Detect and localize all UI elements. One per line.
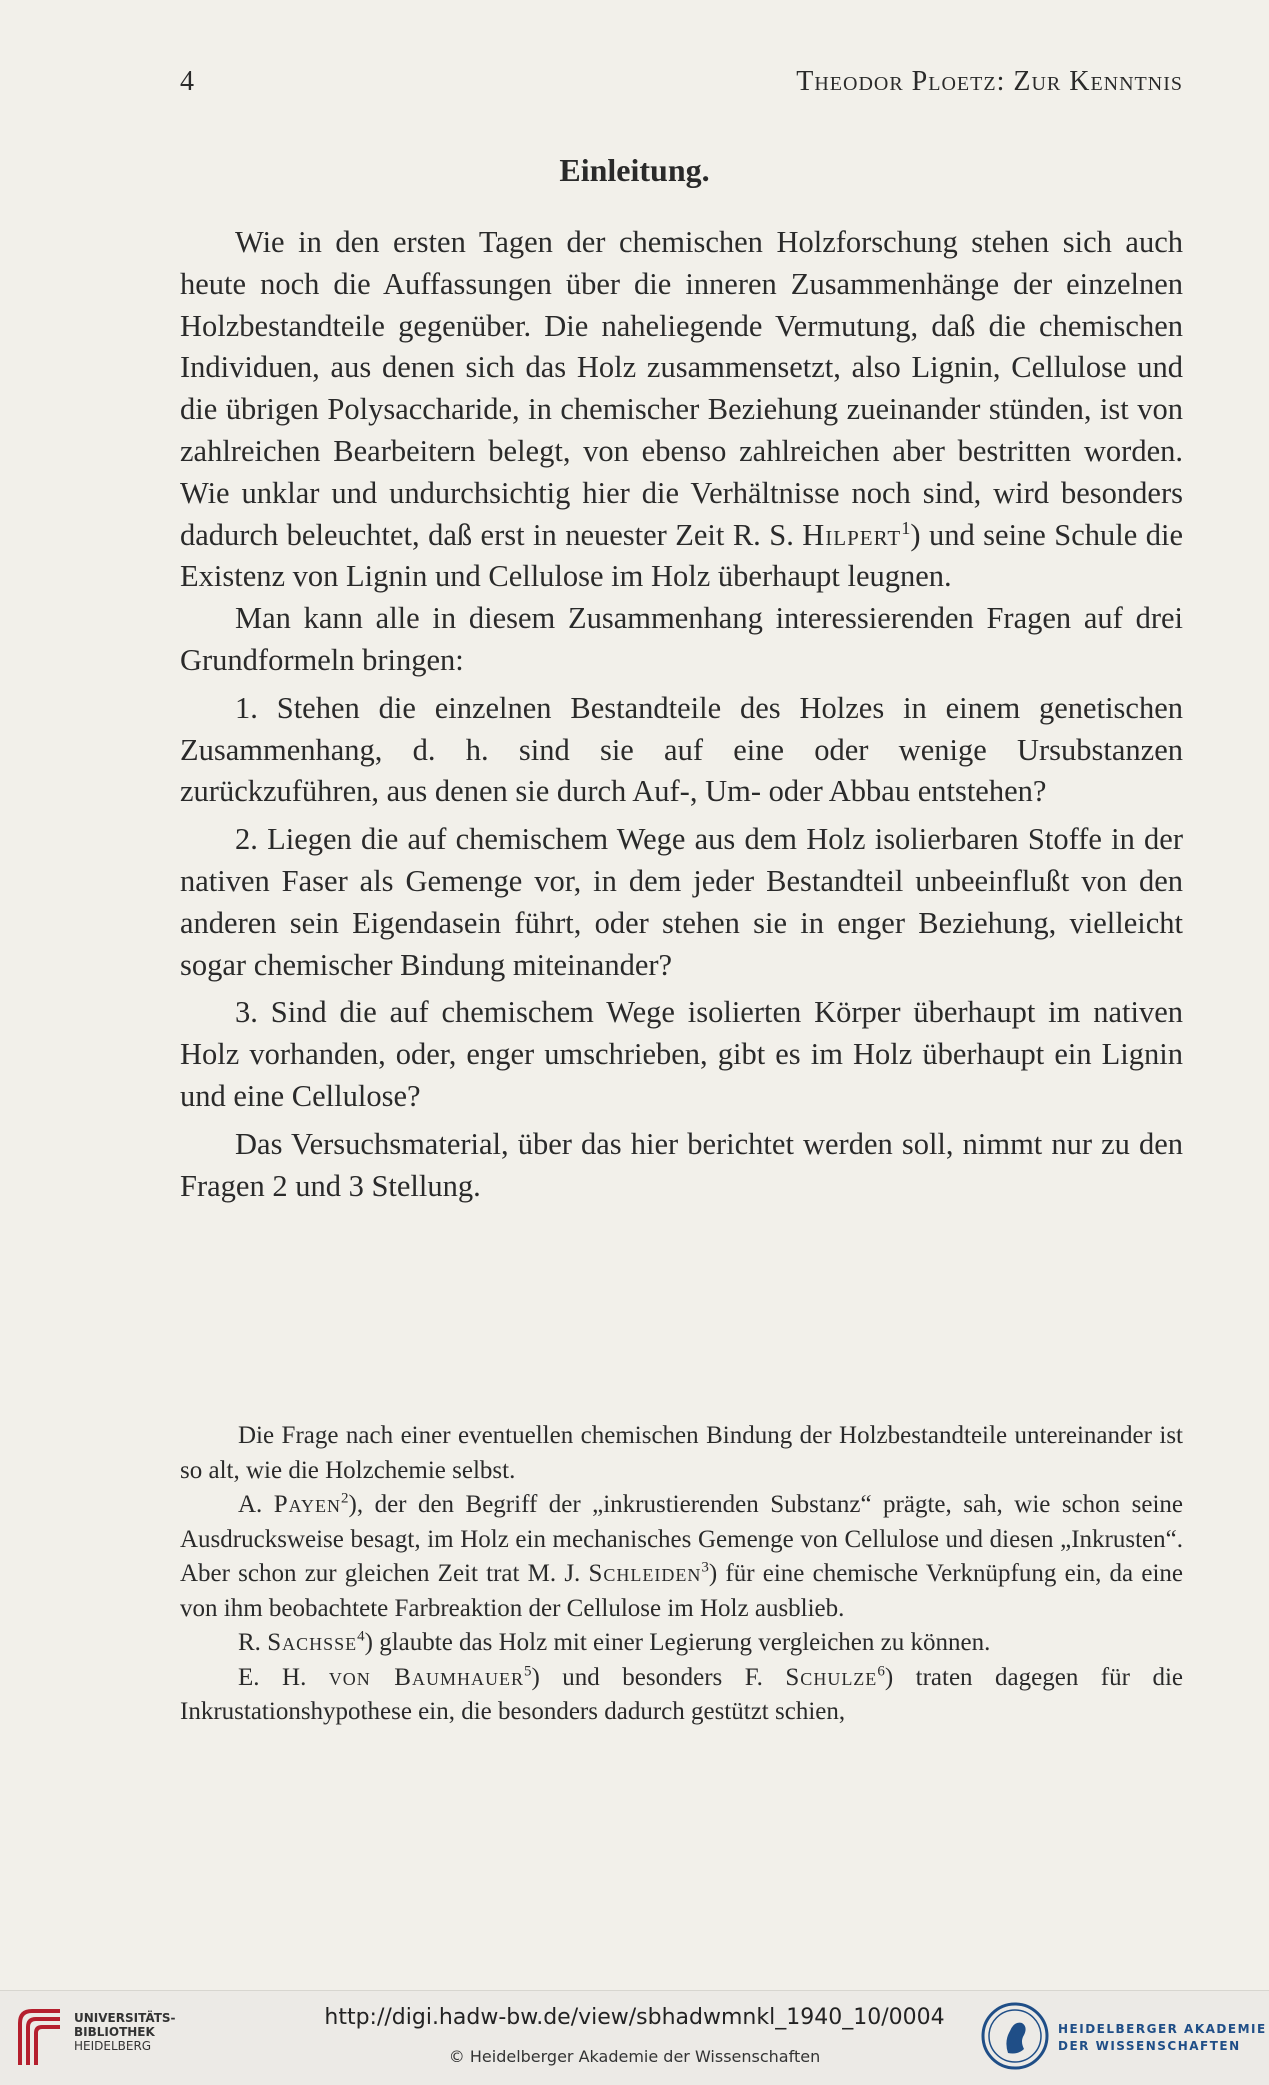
running-title: Theodor Ploetz: Zur Kenntnis [796, 66, 1183, 97]
small-paragraph-2: A. Payen$^2$), der den Begriff der „inkrustierenden Substanz“ prägte, sah, wie schon seine Ausdrucksweise besagt, im Holz ein mechanisches Gemenge von Cellulose und diesen „Inkrusten“. Aber schon zur gleichen Zeit trat M. J. Schleiden$^3$) für eine chemische Verknüpfung ein, da eine von ihm beobachtete Farbreaktion der Cellulose im Holz ausblieb. [180, 1490, 1183, 1622]
small-paragraph-1: Die Frage nach einer eventuellen chemischen Bindung der Holzbestandteile untereinander ist so alt, wie die Holzchemie selbst. [180, 1422, 1183, 1484]
question-1: 1. Stehen die einzelnen Bestandteile des Holzes in einem genetischen Zusammenhang, d. h. sind sie auf eine oder wenige Ursubstanzen zurückzuführen, aus denen sie durch Auf-, Um- oder Abbau entstehen? [180, 690, 1183, 809]
question-3: 3. Sind die auf chemischem Wege isolierten Körper überhaupt im nativen Holz vorhanden, oder, enger umschrieben, gibt es im Holz überhaupt ein Lignin und eine Cellulose? [180, 995, 1183, 1113]
paragraph-material: Das Versuchsmaterial, über das hier berichtet werden soll, nimmt nur zu den Fragen 2 und 3 Stellung. [180, 1126, 1183, 1203]
question-2: 2. Liegen die auf chemischem Wege aus dem Holz isolierbaren Stoffe in der nativen Faser als Gemenge vor, in dem jeder Bestandteil unbeeinflußt von den anderen sein Eigendasein führt, oder stehen sie in enger Beziehung, vielleicht sogar chemischer Bindung miteinander? [180, 822, 1183, 982]
small-paragraph-3: R. Sachsse$^4$) glaubte das Holz mit einer Legierung vergleichen zu können. [238, 1628, 991, 1656]
paragraph-questions-intro: Man kann alle in diesem Zusammenhang interessierenden Fragen auf drei Grundformeln bringen: [180, 601, 1183, 677]
small-paragraph-4: E. H. von Baumhauer$^5$) und besonders F. Schulze$^6$) traten dagegen für die Inkrustationshypothese ein, die besonders dadurch gestützt schien, [180, 1663, 1183, 1725]
academy-seal-icon[interactable] [980, 2001, 1050, 2071]
permalink-url[interactable]: http://digi.hadw-bw.de/view/sbhadwmnkl_1940_10/0004 [324, 2005, 945, 2030]
page-number: 4 [180, 66, 195, 97]
small-print-text [180, 1419, 1183, 1730]
section-title: Einleitung. [559, 152, 710, 188]
viewer-footer [0, 1990, 1269, 2085]
academy-name: HEIDELBERGER AKADEMIE DER WISSENSCHAFTEN [1058, 2022, 1267, 2053]
copyright-notice: © Heidelberger Akademie der Wissenschaften [448, 2047, 821, 2066]
main-text [180, 222, 1183, 1207]
university-library-name: UNIVERSITÄTS- BIBLIOTHEK HEIDELBERG [74, 2011, 176, 2053]
paragraph-intro: Wie in den ersten Tagen der chemischen Holzforschung stehen sich auch heute noch die Auffassungen über die inneren Zusammenhänge der einzelnen Holzbestandteile gegenüber. Die naheliegende Vermutung, daß die chemischen Individuen, aus denen sich das Holz zusammensetzt, also Lignin, Cellulose und die übrigen Polysaccharide, in chemischer Beziehung zueinander stünden, ist von zahlreichen Bearbeitern belegt, von ebenso zahlreichen aber bestritten worden. Wie unklar und undurchsichtig hier die Verhältnisse noch sind, wird besonders dadurch beleuchtet, daß erst in neuester Zeit R. S. Hilpert$^1$) und seine Schule die Existenz von Lignin und Cellulose im Holz überhaupt leugnen. [180, 225, 1183, 594]
